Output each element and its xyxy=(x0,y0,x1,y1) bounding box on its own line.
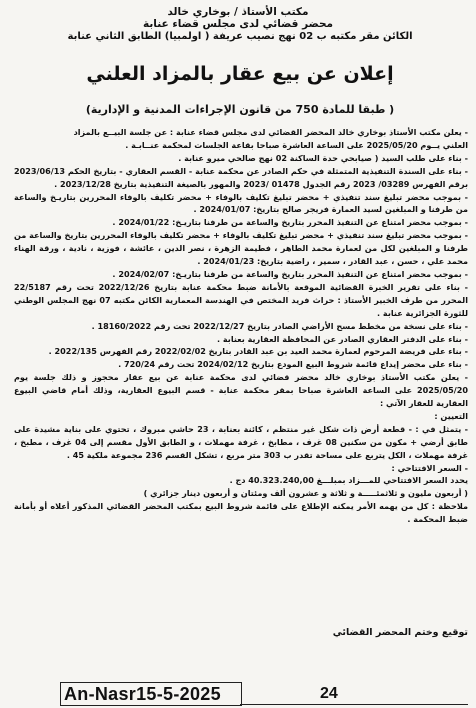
court-name: محضر قضائي لدى مجلس قضاء عنابة xyxy=(142,18,334,30)
body-paragraph: - بناء على طلب السيد ( صيابحي حدة الساكنة 02 نهج صالحي ميرو عنابة . xyxy=(178,152,468,163)
publication-label: An-Nasr15-5-2025 xyxy=(64,684,221,704)
section-heading: - السعر الافتتاحي : xyxy=(391,462,468,473)
section-heading: التعيين : xyxy=(434,410,468,421)
announcement-subtitle: ( طبقا للمادة 750 من قانون الإجراءات المدنية و الإدارية) xyxy=(85,103,395,116)
body-paragraph: ( أربعون مليون و ثلاثمئـــــة و ثلاثة و عشرون ألف ومئتان و أربعون دينار جزائري ) xyxy=(143,488,468,499)
office-name: مكتب الأستاذ / بوخاري خالد xyxy=(167,6,309,18)
body-paragraph: العلني يــوم 2025/05/20 على الساعة العاشرة صباحا بقاعة الجلسات لمحكمة عنــابـة . xyxy=(125,139,468,150)
body-paragraph: - بناء على السندة التنفيذية المتمثلة في حكم الصادر عن محكمة عنابة - القسم العقاري - بتاريخ الحكم 2023/06/13 برقم الفهرس 03289/ 2023 رقم الجدول 01478 /2023 والمهور بالصيغة التنفيذية بتاريخ 2023/12/28 . xyxy=(14,165,468,189)
body-paragraph: - بناء على تقرير الخبرة القضائية الموقعة بالأمانة ضبط محكمة عنابة بتاريخ 2022/12/26 تحت رقم 22/5187 المحرر من طرف الخبير الأستاذ : حراث فريد المختص في الهندسة المعمارية الكائن مكتبه 07 نهج المجلس الوطني للثورة الجزائرية عنابة . xyxy=(14,281,468,318)
announcement-title: إعلان عن بيع عقار بالمزاد العلني xyxy=(86,63,394,85)
body-paragraph: - بناء على فريضة المرحوم لعمارة محمد العيد بن عبد القادر بتاريخ 2022/02/02 رقم الفهرس 2022/135 . xyxy=(48,346,468,357)
body-paragraph: - يعلن مكتب الأستاذ بوخاري خالد محضر قضائي لدى محكمة عنابة عن بيع عقار محجوز و ذلك جلسة يوم 2025/05/20 على الساعة العاشرة صباحا بمقر محكمة عنابة - قسم البيوع العقارية، وذلك أمام قاضي البيوع العقارية للعقار الآتي : xyxy=(14,372,468,409)
page-number: 24 xyxy=(320,685,338,702)
body-paragraph: - بناء على الدفتر العقاري الصادر عن المحافظة العقارية بعنابة . xyxy=(216,333,468,344)
footer-rule xyxy=(240,704,468,705)
body-paragraph: - بموجب محضر تبليغ سند تنفيذي + محضر تبليغ تكليف بالوفاء + محضر تكليف بالوفاء المحررين بتاريـخ والساعة من طرفنا و المبلغين لسيد العمارة فريجر صالح بتاريخ: 2024/01/07 . xyxy=(14,191,468,215)
body-paragraph: ملاحظة : كل من يهمه الأمر يمكنه الإطلاع على قائمة شروط البيع بمكتب المحضر القضائي المذكور أعلاه أو بأمانة ضبط المحكمة . xyxy=(14,501,468,525)
signature-line: توقيع وختم المحضر القضائي xyxy=(332,627,468,638)
body-paragraph: - بموجب محضر امتناع عن التنفيذ المحرر بتاريخ والساعة من طرفنا بتاريـخ: 2024/02/07 . xyxy=(112,268,468,279)
body-paragraph: - بموجب محضر تبليغ سند تنفيذي + محضر تبليغ تكليف بالوفاء + محضر تكليف بالوفاء المحررين بتاريخ والساعة من طرفنا و المبلغين لكل من لعمارة محمد الطاهر ، فطيمة الزهرة ، نصر الدين ، عائشة ، فوزية ، نادية ، ورقة الهناء محمد علي ، حسن ، عبد القادر ، سمير ، راضية بتاريخ: 2024/01/23 . xyxy=(14,230,468,267)
body-paragraph: - يعلن مكتب الأستاذ بوخاري خالد المحضر القضائي لدى مجلس قضاء عنابة : عن جلسة البيــع بالمزاد xyxy=(73,127,468,137)
body-paragraph: - يتمثل في : - قطعة أرض ذات شكل غير منتظم ، كائنة بعنابة ، 23 حاشي مبروك ، تحتوي على بناية مشيدة على طابق أرضي + مكون من سكنين 08 غرف ، مطابخ ، غرفة مهملات ، و الطابق الأول مقسم إلى 04 غرف ، مطبخ ، غرفة مهملات ، الكل يتربع على مساحة تقدر ب 303 متر مربع ، تشكل القسم 236 مجموعة ملكية 45 . xyxy=(14,423,468,460)
body-paragraph: يحدد السعر الافتتاحي للمـــزاد بمبلـــغ 40.323.240,00 دج . xyxy=(229,475,468,486)
office-address: الكائن مقر مكتبه ب 02 نهج نصيب عريفة ( اولمبيا) الطابق الثاني عنابة xyxy=(67,31,413,42)
announcement-body xyxy=(14,126,468,626)
body-paragraph: - بموجب محضر امتناع عن التنفيذ المحرر بتاريخ والساعة من طرفنا بتاريـخ: 2024/01/22 . xyxy=(112,217,468,228)
body-paragraph: - بناء على محضر إيداع قائمة شروط البيع المودع بتاريخ 2024/02/12 تحت رقم 720/24 . xyxy=(118,359,468,370)
body-paragraph: - بناء على نسخة من مخطط مسح الأراضي الصادر بتاريخ 2022/12/27 تحت رقم 18160/2022 . xyxy=(91,320,468,331)
